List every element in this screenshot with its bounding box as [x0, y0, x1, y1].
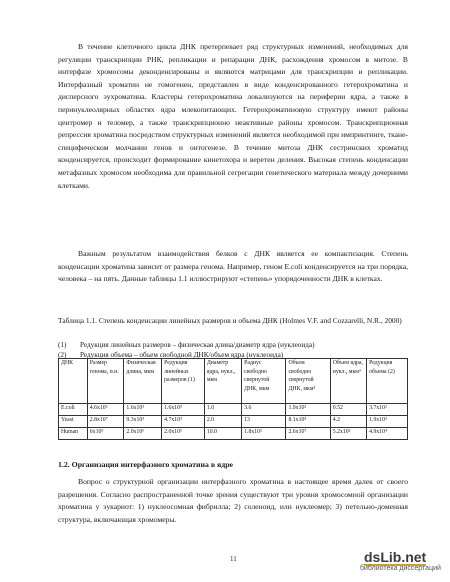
paragraph-interphase-chromatin: Вопрос о структурной организации интерфазного хроматина в настоящее время далек от своего разрешения. Согласно распространенной точке зрения существуют три уровня хромосомной организации хроматина у эукариот: 1) нуклеосомная фибрилла; 2) соленоид, или нуклеомер; 3) петельно-доменная структура, включающая хромомеры. — [58, 477, 408, 524]
column-header: Объем свободно свернутой ДНК, мкм³ — [286, 359, 330, 404]
section-title: 1.2. Организация интерфазного хроматина в ядре — [58, 460, 233, 469]
dna-condensation-table — [58, 358, 408, 440]
table-cell: 1.0 — [204, 404, 241, 416]
column-header: Объем ядра, нукл., мкм³ — [330, 359, 366, 404]
column-header: Размер генома, п.н. — [87, 359, 124, 404]
dslib-watermark — [364, 550, 426, 566]
table-row — [59, 428, 408, 440]
watermark-subtitle: библиотека диссертаций — [360, 565, 441, 572]
column-header: ДНК — [59, 359, 88, 404]
table-cell: 2.0x10⁵ — [162, 428, 205, 440]
table-cell: 2.8x10⁷ — [87, 416, 124, 428]
table-cell: 1.6x10³ — [162, 404, 205, 416]
table-cell: 9.3x10³ — [124, 416, 162, 428]
table-cell: 1.8x10² — [242, 428, 286, 440]
column-header: Редукция объема (2) — [367, 359, 408, 404]
note-text: Редукция линейных размеров – физическая длина/диаметр ядра (нуклеоида) — [80, 341, 315, 349]
table-header-row — [59, 359, 408, 404]
note-text: Редукция объема – объем свободной ДНК/объем ядра (нуклеоида) — [80, 350, 284, 359]
table-cell: 2.6x10⁷ — [286, 428, 330, 440]
column-header: Радиус свободно свернутой ДНК, мкм — [242, 359, 286, 404]
column-header: Диаметр ядра, нукл., мкм — [204, 359, 241, 404]
table-cell: 4.7x10³ — [162, 416, 205, 428]
table-cell: 3.6 — [242, 404, 286, 416]
table-cell: 1.6x10³ — [124, 404, 162, 416]
table-row — [59, 416, 408, 428]
table-cell: 4.6x10⁶ — [87, 404, 124, 416]
table-caption: Таблица 1.1. Степень конденсации линейных размеров и объема ДНК (Holmes V.F. and Cozzarelli, N.R., 2000) — [58, 316, 402, 325]
table-cell: E.coli — [59, 404, 88, 416]
table-cell: 13 — [242, 416, 286, 428]
table-cell: Yeast — [59, 416, 88, 428]
column-header: Физическая длина, мкм — [124, 359, 162, 404]
table-cell: 6x10⁹ — [87, 428, 124, 440]
paragraph-dna-cell-cycle: В течение клеточного цикла ДНК претерпевает ряд структурных изменений, необходимых для регуляции транскрипции РНК, репликации и репарации ДНК, расхождения хромосом в митозе. В интерфазе хромосомы деконденсированы и являются матрицами для транскрипции и репликации. Интерфазный хроматин не гомогенен, представлен в виде конденсированного гетерохроматина и дисперсного эухроматина. Кластеры гетерохроматина локализуются на периферии ядра, а также в перинуклеолярных областях ядра млекопитающих. Гетерохроматиновую структуру имеют районы центромер и теломер, а также транскрипционно неактивные районы хромосом. Транскрипционная репрессия хроматина посредством структурных изменений является необходимой при импринтинге, тканe-специфическом молчании генов и онтогенезе. В течение митоза ДНК сестринских хроматид конденсируется, происходит формирование кинетохора и веретен деления. Высокая степень конденсации метафазных хромосом необходима для правильной сегрегации генетического материала между дочерними клетками. — [58, 42, 408, 190]
table-cell: 2.0 — [204, 416, 241, 428]
table-cell: 1.9x10³ — [367, 416, 408, 428]
paragraph-compaction: Важным результатом взаимодействия белков с ДНК является ее компактизация. Степень конденсации хроматина зависит от размера генома. Например, геном E.coli конденсируется на три порядка, человека – на пять. Данные таблицы 1.1 иллюстрируют «степень» упорядоченности ДНК в клетках. — [58, 249, 408, 284]
table-cell: 2.0x10⁶ — [124, 428, 162, 440]
table-note — [58, 341, 408, 351]
note-number: (2) — [58, 350, 67, 359]
table-cell: 4.2 — [330, 416, 366, 428]
table-cell: 4.9x10⁴ — [367, 428, 408, 440]
table-cell: 10.0 — [204, 428, 241, 440]
table-cell: 3.7x10² — [367, 404, 408, 416]
table-row — [59, 404, 408, 416]
page-number: 11 — [230, 555, 237, 563]
table-cell: 0.52 — [330, 404, 366, 416]
dslib-logo: dsLib.net — [364, 549, 427, 565]
table-cell: 8.1x10³ — [286, 416, 330, 428]
table-cell: 5.2x10² — [330, 428, 366, 440]
table-cell: Human — [59, 428, 88, 440]
column-header: Редукция линейных размеров (1) — [162, 359, 205, 404]
table-cell: 1.9x10² — [286, 404, 330, 416]
note-number: (1) — [58, 341, 67, 349]
